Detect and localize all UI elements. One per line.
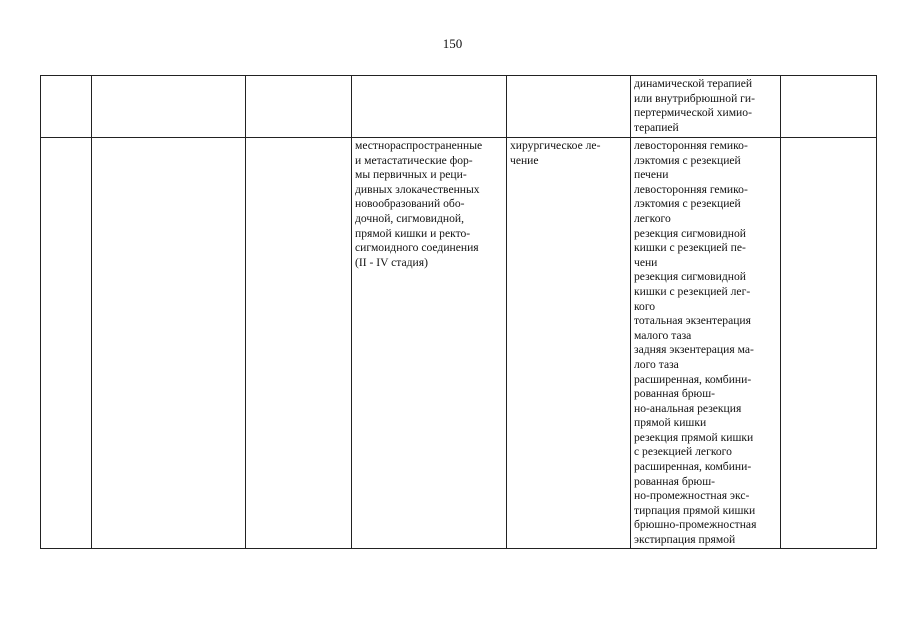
table-cell <box>352 138 507 549</box>
table-cell <box>92 76 246 138</box>
cell-text-line: резекция сигмовидной <box>634 270 746 284</box>
cell-text-line: задняя экзентерация ма- <box>634 343 754 357</box>
table-cell <box>246 138 352 549</box>
cell-text-line: но-промежностная экс- <box>634 489 750 503</box>
cell-text-line: хирургическое ле- <box>510 139 601 152</box>
cell-text-line: рованная брюш- <box>634 474 715 488</box>
cell-text-line: рованная брюш- <box>634 387 715 401</box>
cell-text-line: кишки с резекцией лег- <box>634 284 751 298</box>
cell-text-line: лэктомия с резекцией <box>634 197 741 211</box>
page-number: 150 <box>442 36 463 51</box>
table-cell <box>41 138 92 549</box>
table-cell <box>781 76 877 138</box>
cell-text-line: чение <box>510 153 539 167</box>
cell-text-line: с резекцией легкого <box>634 445 732 459</box>
cell-text-line: лэктомия с резекцией <box>634 153 741 167</box>
table-cell <box>781 138 877 549</box>
table-cell <box>507 76 631 138</box>
table-cell <box>507 138 631 549</box>
cell-text-line: дочной, сигмовидной, <box>355 211 464 225</box>
table-cell <box>246 76 352 138</box>
cell-text-line: и метастатические фор- <box>355 153 473 167</box>
table-cell <box>41 76 92 138</box>
cell-text-line: расширенная, комбини- <box>634 372 752 386</box>
cell-text-line: местнораспространенные <box>355 139 483 152</box>
table-cell <box>631 76 781 138</box>
table-cell <box>352 76 507 138</box>
cell-text-line: (II - IV стадия) <box>355 255 428 269</box>
table-cell <box>631 138 781 549</box>
cell-text-line: динамической терапией <box>634 77 753 90</box>
cell-text-line: пертермической химио- <box>634 106 752 120</box>
cell-text-line: но-анальная резекция <box>634 401 742 415</box>
cell-text-line: кишки с резекцией пе- <box>634 241 746 255</box>
cell-text-line: прямой кишки и ректо- <box>355 226 471 240</box>
cell-text-line: печени <box>634 168 669 182</box>
cell-text-line: кого <box>634 299 656 313</box>
cell-text-line: чени <box>634 255 658 269</box>
cell-text-line: или внутрибрюшной ги- <box>634 91 755 105</box>
table-cell <box>92 138 246 549</box>
table-row <box>41 76 877 138</box>
cell-text-line: брюшно-промежностная <box>634 518 757 532</box>
cell-text-line: лого таза <box>634 357 679 371</box>
cell-text-line: резекция сигмовидной <box>634 226 746 240</box>
cell-text-line: тирпация прямой кишки <box>634 503 756 517</box>
cell-text-line: новообразований обо- <box>355 197 465 211</box>
data-table <box>40 75 877 549</box>
cell-text-line: дивных злокачественных <box>355 182 480 196</box>
cell-text-line: мы первичных и реци- <box>355 168 467 182</box>
cell-text-line: терапией <box>634 120 679 134</box>
cell-text-line: сигмоидного соединения <box>355 241 479 255</box>
cell-text-line: легкого <box>634 211 671 225</box>
cell-text-line: резекция прямой кишки <box>634 430 754 444</box>
cell-text-line: тотальная экзентерация <box>634 314 751 328</box>
cell-text-line: левосторонняя гемико- <box>634 139 748 152</box>
cell-text-line: экстирпация прямой <box>634 533 736 547</box>
cell-text-line: малого таза <box>634 328 692 342</box>
cell-text-line: прямой кишки <box>634 416 707 430</box>
table-row <box>41 138 877 549</box>
cell-text-line: расширенная, комбини- <box>634 460 752 474</box>
cell-text-line: левосторонняя гемико- <box>634 182 748 196</box>
